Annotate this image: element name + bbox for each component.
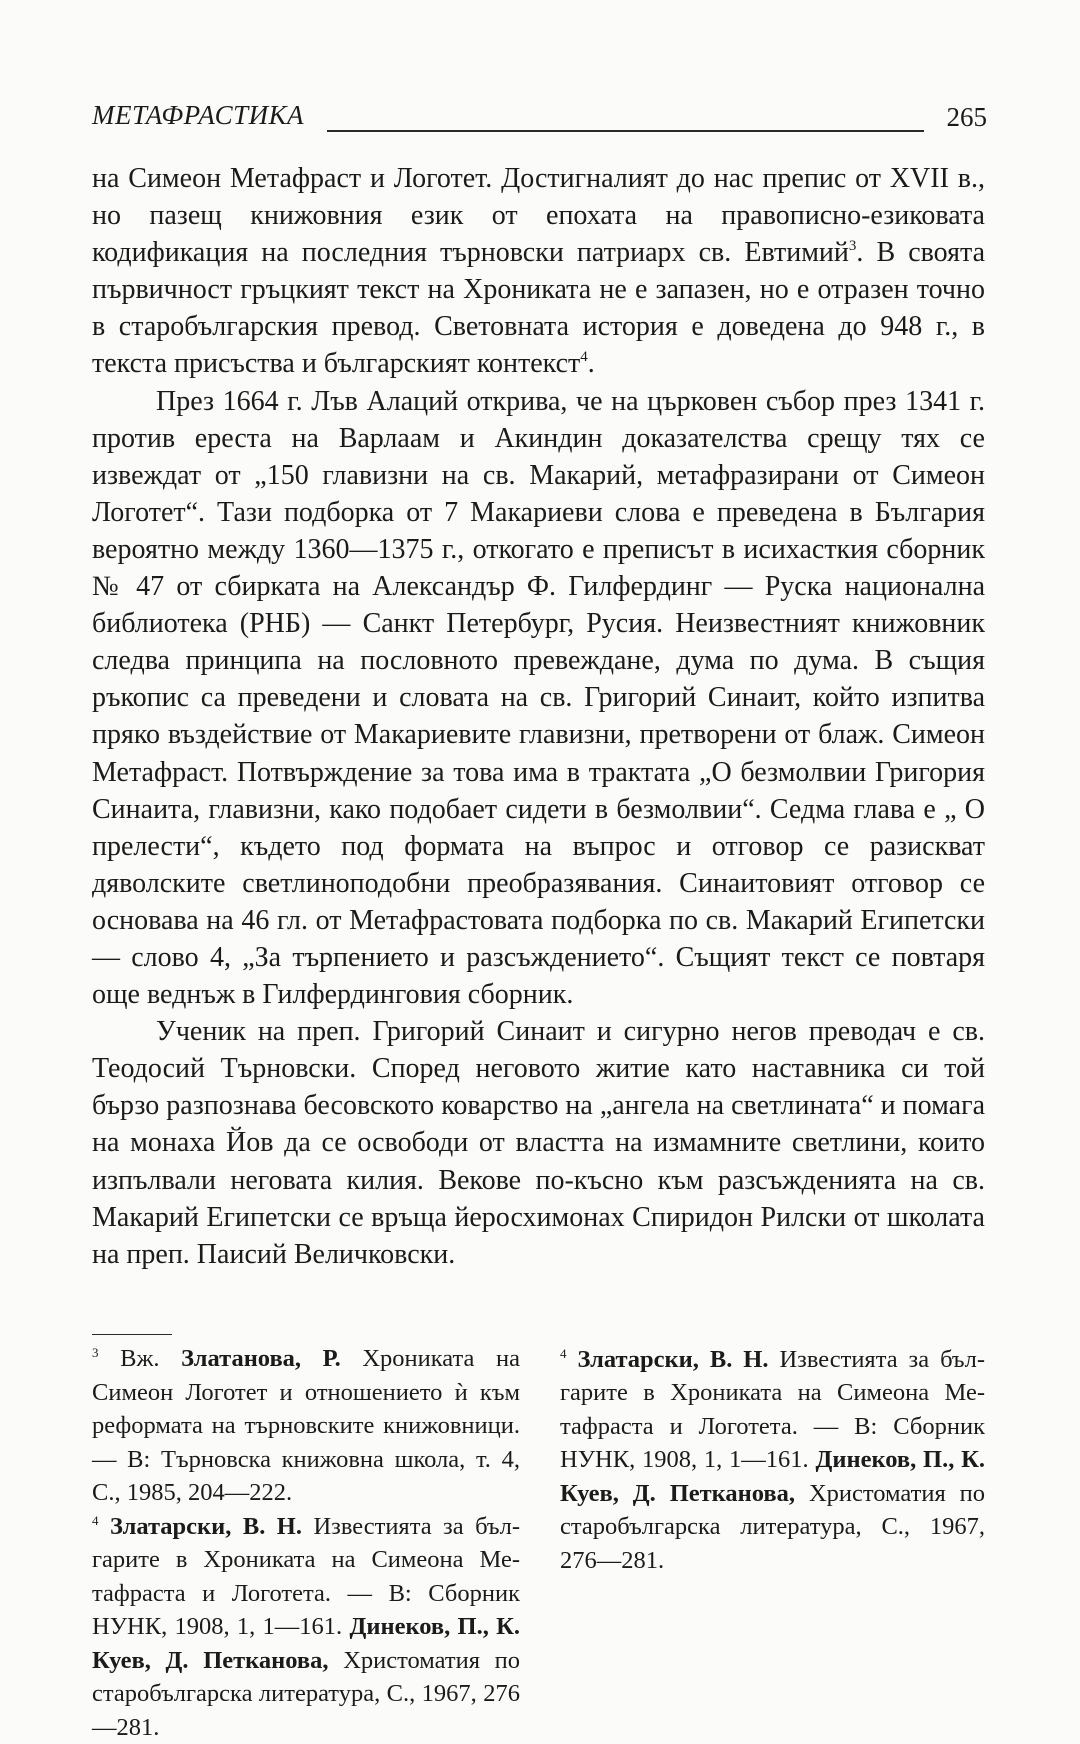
footnote-marker-4: 4 bbox=[92, 1513, 99, 1528]
footnote-3-text: Хрониката на Симеон Логотет и отношението ѝ към реформата на търновските книжовници. — В: Търновска книжовна школа, т. 4, С., 1985, 204—222. bbox=[92, 1345, 520, 1506]
footnote-marker-4-continued: 4 bbox=[560, 1346, 567, 1361]
footnote-4-continued bbox=[560, 1343, 985, 1578]
paragraph-1-end: . bbox=[588, 348, 595, 379]
footnote-4-author: Златарски, В. Н. bbox=[99, 1513, 302, 1540]
footnote-3 bbox=[92, 1342, 520, 1510]
footnote-4-author-continued: Златарски, В. Н. bbox=[567, 1346, 769, 1373]
footnote-4-text: Известията за българите в Хрониката на Симеона Метафраста и Логотета. — В: Сборник НУНК, 1908, 1, 1—161. bbox=[92, 1513, 520, 1641]
footnote-column-right bbox=[560, 1342, 985, 1512]
footnote-3-prefix: Вж. bbox=[99, 1345, 182, 1372]
header-rule bbox=[327, 130, 924, 132]
main-text bbox=[92, 160, 985, 1273]
paragraph-2: През 1664 г. Лъв Алаций открива, че на църковен събор през 1341 г. против ереста на Варлаам и Акиндин доказателства срещу тях се извеждат от „150 главизни на св. Макарий, метафразирани от Симеон Логотет“. Тази подборка от 7 Макариеви слова е преведена в България вероятно между 1360—1375 г., откогато е преписът в исихасткия сборник № 47 от сбирката на Александър Ф. Гилфердинг — Руска национална библиотека (РНБ) — Санкт Петербург, Русия. Неизвестният книжовник следва принципа на пословното превеждане, дума по дума. В същия ръкопис са преведени и словата на св. Григорий Синаит, който изпитва пряко въздействие от Макариевите главизни, претворени от блаж. Симеон Метафраст. Потвърждение за това има в трактата „О безмолвии Григория Синаита, главизни, како подобает сидети в безмолвии“. Седма глава е „ О прелести“, където под формата на въпрос и отговор се разискват дяволските светлиноподобни преобразявания. Синаитовият отговор се основава на 46 гл. от Метафрастовата подборка по св. Макарий Египетски — слово 4, „За търпението и разсъждението“. Същият текст се повтаря още веднъж в Гилфердинговия сборник. bbox=[92, 383, 985, 1014]
page-number: 265 bbox=[947, 102, 988, 133]
paragraph-3: Ученик на преп. Григорий Синаит и сигурно негов преводач е св. Теодосий Търновски. Според неговото житие като наставника си той бързо разпознава бесовското коварство на „ангела на светлината“ и помага на монаха Йов да се освободи от властта на измамните светлини, които изпълвали неговата килия. Векове по-късно към разсъжденията на св. Макарий Египетски се връща йеросхимонах Спиридон Рилски от школата на преп. Паисий Величковски. bbox=[92, 1013, 985, 1273]
paragraph-1-text-cont: . В своята първичност гръцкият текст на Хрониката не е запазен, но е отразен точно в старобългарския превод. Световната история е доведена до 948 г., в текста присъства и българският контекст bbox=[92, 237, 985, 379]
footnote-ref-3[interactable]: 3 bbox=[849, 238, 857, 254]
paragraph-1-text: на Симеон Метафраст и Логотет. Достигналият до нас препис от XVII в., но пазещ книжовния език от епохата на правописно-езиковата кодификация на последния търновски патриарх св. Евтимий bbox=[92, 163, 985, 268]
running-title: МЕТАФРАСТИКА bbox=[92, 100, 304, 131]
footnote-4-text-2: Христоматия по старобългарска литература, С., 1967, 276—281. bbox=[92, 1647, 520, 1741]
footnote-marker-3: 3 bbox=[92, 1345, 99, 1360]
footnote-separator bbox=[92, 1334, 172, 1335]
page-header bbox=[92, 100, 987, 140]
footnote-4-text-continued: Известията за българите в Хрониката на Симеона Метафраста и Логотета. — В: Сборник НУНК, 1908, 1, 1—161. bbox=[560, 1346, 985, 1474]
footnote-ref-4[interactable]: 4 bbox=[580, 349, 588, 365]
footnote-4 bbox=[92, 1510, 520, 1744]
footnote-column-left bbox=[92, 1342, 520, 1512]
footnote-4-authors-2-continued: Динеков, П., К. Куев, Д. Петканова, bbox=[560, 1446, 985, 1507]
footnote-4-authors-2: Динеков, П., К. Куев, Д. Петканова, bbox=[92, 1613, 520, 1674]
footnote-3-author: Златанова, Р. bbox=[181, 1345, 341, 1372]
paragraph-1 bbox=[92, 160, 985, 383]
footnote-4-text-2-continued: Христоматия по старобългарска литература, С., 1967, 276—281. bbox=[560, 1480, 985, 1574]
